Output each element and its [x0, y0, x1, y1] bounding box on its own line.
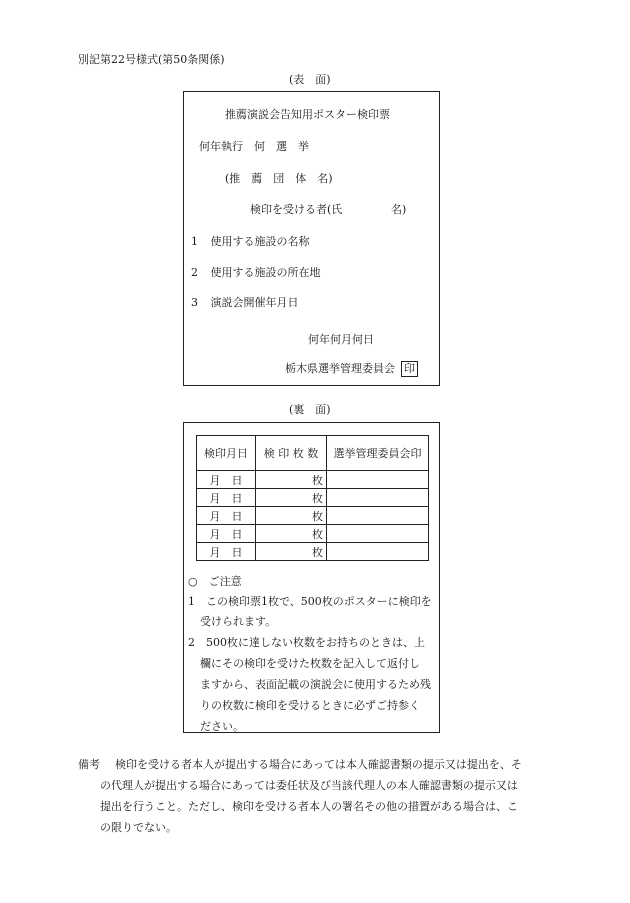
- notice-line: ますから、表面記載の演説会に使用するため残: [200, 678, 431, 691]
- row-seal: [327, 471, 429, 489]
- recommend-group: (推 薦 団 体 名): [225, 172, 333, 185]
- recipient-label: 検印を受ける者(氏: [250, 203, 343, 216]
- row-date: 月 日: [197, 543, 256, 561]
- item-text: 使用する施設の名称: [210, 235, 310, 248]
- notice-line: 2 500枚に達しない枚数をお持ちのときは、上: [188, 636, 425, 649]
- row-seal: [327, 525, 429, 543]
- recipient-suffix: 名): [391, 203, 407, 216]
- table-row: [197, 507, 429, 525]
- issuer-line: [285, 360, 418, 377]
- notice-title: ○ ご注意: [188, 575, 242, 588]
- table-row: [197, 489, 429, 507]
- notice-line: 1 この検印票1枚で、500枚のポスターに検印を: [188, 595, 432, 608]
- row-date: 月 日: [197, 525, 256, 543]
- row-count: 枚: [256, 543, 327, 561]
- election-name: 何年執行 何 選 挙: [199, 140, 309, 153]
- item-text: 演説会開催年月日: [210, 296, 299, 309]
- row-count: 枚: [256, 489, 327, 507]
- item-row: [191, 294, 299, 310]
- item-row: [191, 233, 310, 249]
- remarks-line: の代理人が提出する場合にあっては委任状及び当該代理人の本人確認書類の提示又は: [100, 779, 518, 792]
- row-seal: [327, 489, 429, 507]
- row-date: 月 日: [197, 507, 256, 525]
- item-number: 1: [191, 235, 198, 248]
- notice-line: 欄にその検印を受けた枚数を記入して返付し: [200, 657, 420, 670]
- front-title: 推薦演説会告知用ポスター検印票: [225, 108, 390, 121]
- row-date: 月 日: [197, 489, 256, 507]
- remarks-label: 備考: [78, 758, 100, 771]
- stamp-record-table: [196, 435, 429, 561]
- notice-line: ださい。: [200, 720, 244, 733]
- back-label: (裏 面): [289, 403, 331, 416]
- notice-line: りの枚数に検印を受けるときに必ずご持参く: [200, 699, 420, 712]
- table-header-row: [197, 436, 429, 471]
- item-text: 使用する施設の所在地: [210, 266, 321, 279]
- remarks-line: の限りでない。: [100, 821, 177, 834]
- front-label: (表 面): [289, 73, 331, 86]
- header-cell-count: 検 印 枚 数: [256, 436, 327, 471]
- form-header: 別記第22号様式(第50条関係): [78, 53, 225, 66]
- header-cell-date: 検印月日: [197, 436, 256, 471]
- item-number: 3: [191, 296, 198, 309]
- notice-line: 受けられます。: [200, 615, 277, 628]
- seal-mark: 印: [401, 361, 418, 377]
- issue-date: 何年何月何日: [308, 333, 374, 346]
- row-count: 枚: [256, 525, 327, 543]
- item-number: 2: [191, 266, 198, 279]
- table-row: [197, 543, 429, 561]
- issuer-name: 栃木県選挙管理委員会: [285, 362, 395, 375]
- row-seal: [327, 543, 429, 561]
- row-date: 月 日: [197, 471, 256, 489]
- row-count: 枚: [256, 507, 327, 525]
- table-row: [197, 525, 429, 543]
- front-panel: [183, 91, 440, 386]
- table-row: [197, 471, 429, 489]
- item-row: [191, 264, 321, 280]
- remarks-line: 提出を行うこと。ただし、検印を受ける者本人の署名その他の措置がある場合は、こ: [100, 800, 518, 813]
- row-count: 枚: [256, 471, 327, 489]
- remarks-line: 検印を受ける者本人が提出する場合にあっては本人確認書類の提示又は提出を、そ: [115, 758, 522, 771]
- row-seal: [327, 507, 429, 525]
- header-cell-seal: 選挙管理委員会印: [327, 436, 429, 471]
